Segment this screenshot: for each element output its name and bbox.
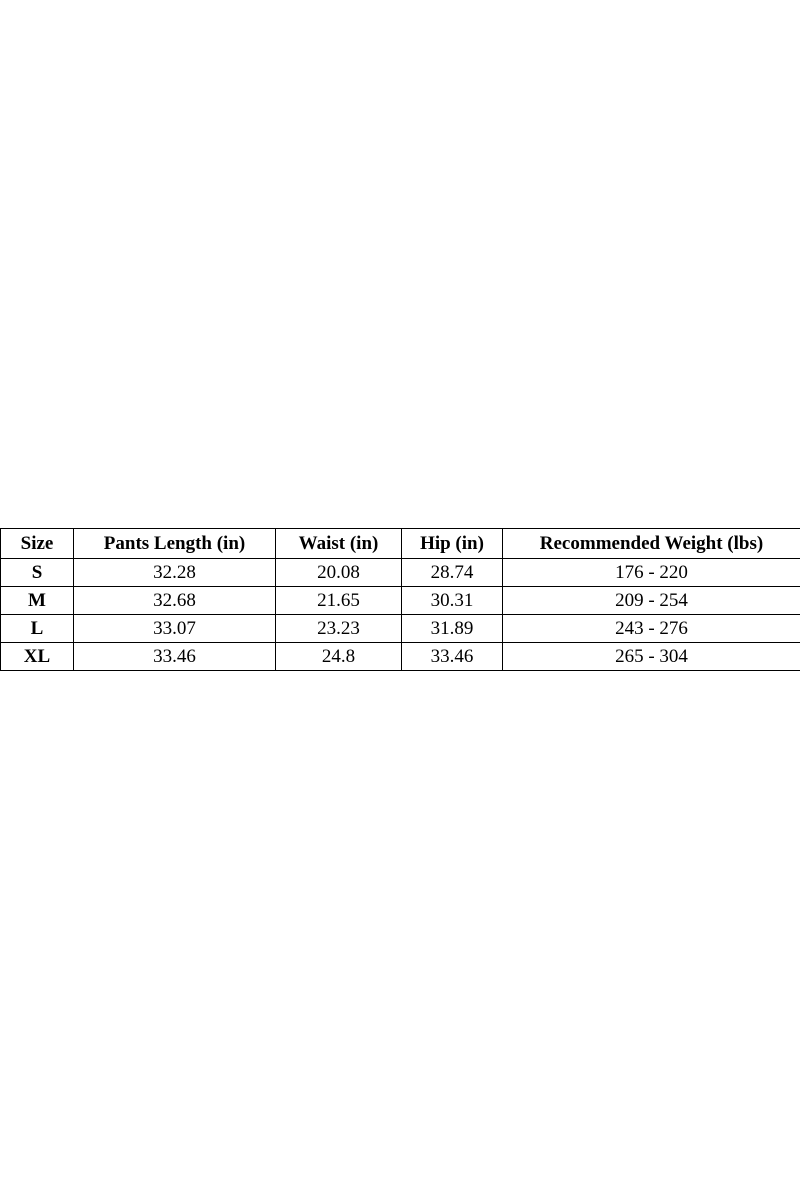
waist-cell: 20.08 [276, 559, 402, 587]
column-header-recommended-weight: Recommended Weight (lbs) [503, 529, 800, 559]
pants-length-cell: 32.68 [74, 587, 276, 615]
pants-length-cell: 33.46 [74, 643, 276, 671]
size-chart-table [0, 528, 800, 671]
pants-length-cell: 33.07 [74, 615, 276, 643]
size-cell: XL [1, 643, 74, 671]
waist-cell: 24.8 [276, 643, 402, 671]
size-cell: S [1, 559, 74, 587]
table-header-row [1, 529, 800, 559]
column-header-hip: Hip (in) [402, 529, 503, 559]
column-header-pants-length: Pants Length (in) [74, 529, 276, 559]
table-row [1, 615, 800, 643]
table-row [1, 587, 800, 615]
waist-cell: 23.23 [276, 615, 402, 643]
recommended-weight-cell: 243 - 276 [503, 615, 800, 643]
recommended-weight-cell: 176 - 220 [503, 559, 800, 587]
hip-cell: 33.46 [402, 643, 503, 671]
hip-cell: 28.74 [402, 559, 503, 587]
table-row [1, 643, 800, 671]
size-cell: M [1, 587, 74, 615]
pants-length-cell: 32.28 [74, 559, 276, 587]
table-row [1, 559, 800, 587]
column-header-size: Size [1, 529, 74, 559]
waist-cell: 21.65 [276, 587, 402, 615]
hip-cell: 30.31 [402, 587, 503, 615]
recommended-weight-cell: 265 - 304 [503, 643, 800, 671]
size-cell: L [1, 615, 74, 643]
column-header-waist: Waist (in) [276, 529, 402, 559]
recommended-weight-cell: 209 - 254 [503, 587, 800, 615]
hip-cell: 31.89 [402, 615, 503, 643]
